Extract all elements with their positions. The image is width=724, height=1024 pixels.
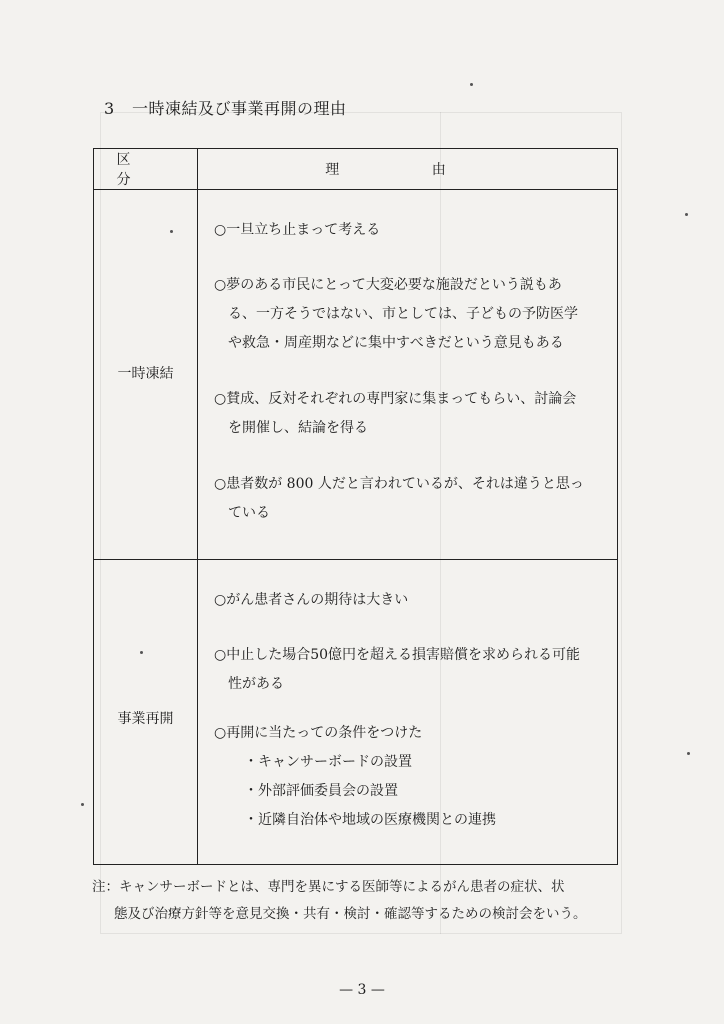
reason-item: ○賛成、反対それぞれの専門家に集まってもらい、討論会 を開催し、結論を得る	[214, 391, 577, 436]
reason-item: ○再開に当たっての条件をつけた	[214, 725, 423, 741]
page-number: — 3 —	[339, 982, 385, 998]
footnote-line: 注：キャンサーボードとは、専門を異にする医師等によるがん患者の症状、状	[92, 879, 565, 895]
section-number: 3	[104, 99, 115, 118]
condition-item: ・近隣自治体や地域の医療機関との連携	[244, 812, 496, 828]
reason-cell	[198, 190, 618, 560]
table-header-row	[94, 149, 618, 190]
condition-item: ・キャンサーボードの設置	[244, 754, 412, 770]
reason-item: ○がん患者さんの期待は大きい	[214, 592, 409, 608]
footnote-line: 態及び治療方針等を意見交換・共有・検討・確認等するための検討会をいう。	[114, 906, 587, 922]
scan-speck	[687, 752, 690, 755]
condition-item: ・外部評価委員会の設置	[244, 783, 398, 799]
table-row	[94, 190, 618, 560]
category-label: 事業再開	[117, 711, 174, 727]
category-cell	[94, 190, 198, 560]
reason-item: ○患者数が 800 人だと言われているが、それは違うと思っ ている	[214, 476, 584, 521]
reason-item: ○一旦立ち止まって考える	[214, 222, 381, 238]
reason-item: ○夢のある市民にとって大変必要な施設だという説もあ る、一方そうではない、市としては、子どもの予防医学 や救急・周産期などに集中すべきだという意見もある	[214, 277, 578, 351]
scan-speck	[685, 213, 688, 216]
scan-speck	[470, 83, 473, 86]
scan-speck	[81, 803, 84, 806]
scan-speck	[140, 651, 143, 654]
column-header-category: 区 分	[94, 149, 198, 190]
column-header-reason: 理 由	[198, 149, 618, 190]
scan-speck	[170, 230, 173, 233]
category-cell	[94, 560, 198, 865]
section-title: 一時凍結及び事業再開の理由	[132, 99, 347, 118]
reason-item: ○中止した場合50億円を超える損害賠償を求められる可能 性がある	[214, 647, 581, 692]
category-label: 一時凍結	[117, 366, 174, 382]
section-heading	[104, 96, 347, 119]
table-row	[94, 560, 618, 865]
footnote	[92, 874, 622, 928]
reason-cell	[198, 560, 618, 865]
reasons-table	[93, 148, 618, 865]
